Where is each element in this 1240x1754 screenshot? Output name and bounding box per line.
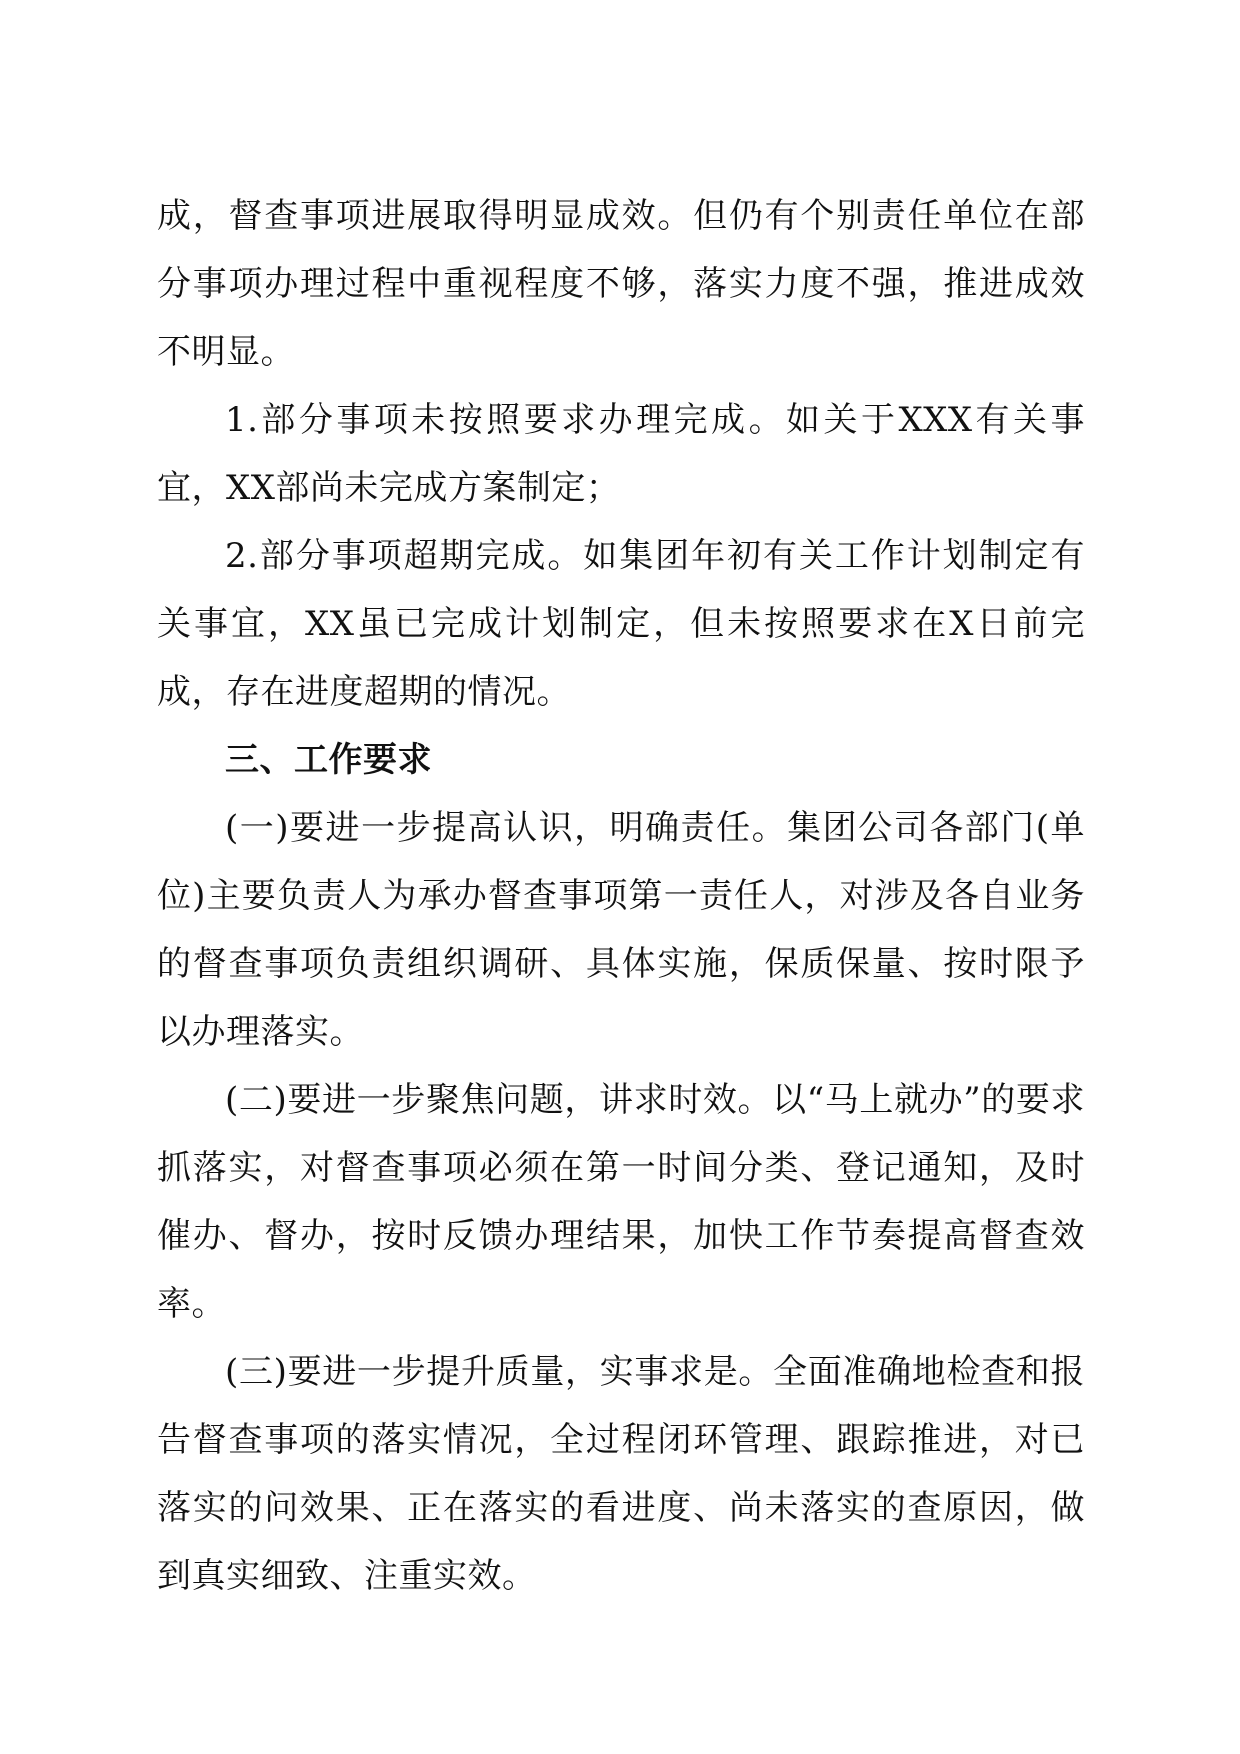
paragraph-continuation: 成，督查事项进展取得明显成效。但仍有个别责任单位在部分事项办理过程中重视程度不够，落实力度不强，推进成效不明显。: [157, 196, 1085, 372]
paragraph-requirement-1: (一)要进一步提高认识，明确责任。集团公司各部门(单位)主要负责人为承办督查事项第一责任人，对涉及各自业务的督查事项负责组织调研、具体实施，保质保量、按时限予以办理落实。: [157, 808, 1085, 1052]
section-heading: 三、工作要求: [225, 740, 432, 780]
document-body: [157, 182, 1085, 1610]
paragraph-item-2: 2.部分事项超期完成。如集团年初有关工作计划制定有关事宜，XX虽已完成计划制定，但未按照要求在X日前完成，存在进度超期的情况。: [157, 536, 1085, 712]
paragraph-requirement-3: (三)要进一步提升质量，实事求是。全面准确地检查和报告督查事项的落实情况，全过程闭环管理、跟踪推进，对已落实的问效果、正在落实的看进度、尚未落实的查原因，做到真实细致、注重实效。: [157, 1352, 1085, 1596]
paragraph-item-1: 1.部分事项未按照要求办理完成。如关于XXX有关事宜，XX部尚未完成方案制定；: [157, 400, 1085, 508]
paragraph-requirement-2: (二)要进一步聚焦问题，讲求时效。以“马上就办”的要求抓落实，对督查事项必须在第一时间分类、登记通知，及时催办、督办，按时反馈办理结果，加快工作节奏提高督查效率。: [157, 1080, 1085, 1324]
